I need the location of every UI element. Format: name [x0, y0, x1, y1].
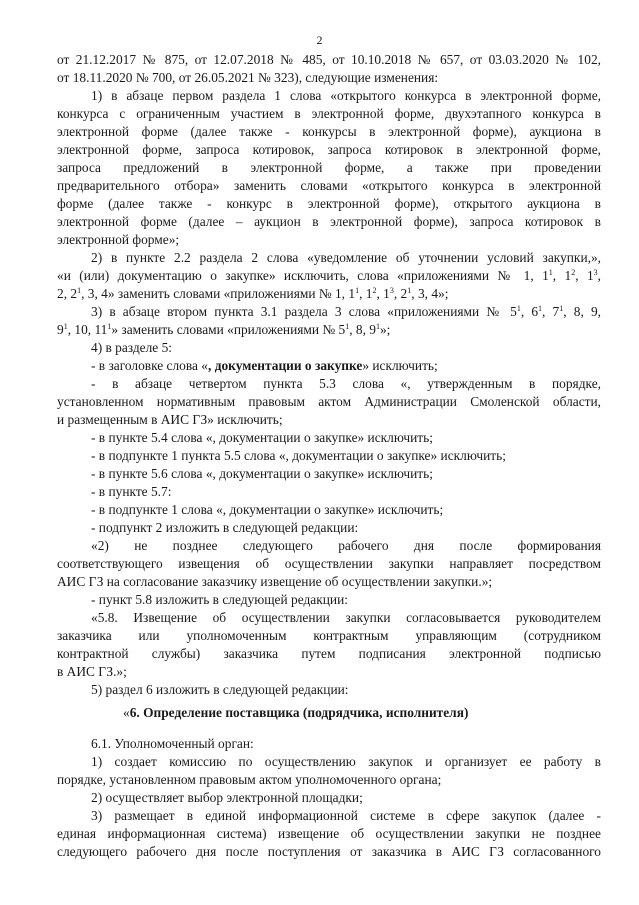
text-line: - в подпункте 1 пункта 5.5 слова «, документации о закупке» исключить; — [91, 448, 506, 463]
text-line: от 21.12.2017 № 875, от 12.07.2018 № 485, от 10.10.2018 № 657, от 03.03.2020 № 102, — [57, 52, 601, 67]
text-line: $9^1$, 10, $11^1$» заменить словами «приложениями № $5^1$, 8, $9^1$»; — [57, 322, 391, 337]
text-line: - в подпункте 1 слова «, документации о закупке» исключить; — [91, 502, 444, 517]
text-line: - в заголовке слова «, документации о закупке» исключить; — [91, 358, 438, 373]
text-line: - пункт 5.8 изложить в следующей редакции: — [91, 592, 348, 607]
text-line: установленном нормативным правовым актом Администрации Смоленской области, — [57, 394, 601, 409]
text-line: электронной форме (далее – аукцион в электронной форме), запроса котировок в — [57, 214, 601, 229]
text-line: 3) в абзаце втором пункта 3.1 раздела 3 слова «приложениями № $5^1$, $6^1$, $7^1$, 8, 9, — [91, 304, 602, 319]
text-line: 1) в абзаце первом раздела 1 слова «открытого конкурса в электронной форме, — [91, 88, 601, 103]
text-line: - в абзаце четвертом пункта 5.3 слова «, утвержденным в порядке, — [91, 376, 601, 391]
text-line: электронной форме (далее также - конкурсы в электронной форме), аукциона в — [57, 124, 601, 139]
text-line: предварительного отбора» заменить словами «открытого конкурса в электронной — [57, 178, 601, 193]
text-line: - в пункте 5.4 слова «, документации о закупке» исключить; — [91, 430, 433, 445]
text-line: в АИС ГЗ.»; — [57, 664, 127, 679]
text-line: 1) создает комиссию по осуществлению закупок и организует ее работу в — [91, 754, 601, 769]
text-line: 3) размещает в единой информационной системе в сфере закупок (далее - — [91, 808, 601, 823]
text-line: порядке, установленном правовым актом уполномоченного органа; — [57, 772, 442, 787]
text-line: - в пункте 5.7: — [91, 484, 172, 499]
text-line: 2) осуществляет выбор электронной площадки; — [91, 790, 363, 805]
text-line: 2, $2^1$, 3, 4» заменить словами «приложениями № 1, $1^1$, $1^2$, $1^3$, $2^1$, 3, 4»; — [57, 286, 449, 301]
text-line: запроса предложений в электронной форме, а также при проведении — [57, 160, 601, 175]
text-line: контрактной службы) заказчика путем подписания электронной подписью — [57, 646, 601, 661]
text-line: электронной форме»; — [57, 232, 180, 247]
text-line: «6. Определение поставщика (подрядчика, исполнителя) — [123, 705, 469, 720]
text-line: конкурса с ограниченным участием в электронной форме, двухэтапного конкурса в — [57, 106, 601, 121]
text-line: АИС ГЗ на согласование заказчику извещение об осуществлении закупки.»; — [57, 574, 493, 589]
text-line: соответствующего извещения об осуществлении закупки направляет посредством — [57, 556, 601, 571]
text-line: 4) в разделе 5: — [91, 340, 173, 355]
text-line: «5.8. Извещение об осуществлении закупки согласовывается руководителем — [91, 610, 601, 625]
text-line: 5) раздел 6 изложить в следующей редакции: — [91, 682, 349, 697]
text-line: от 18.11.2020 № 700, от 26.05.2021 № 323), следующие изменения: — [57, 70, 439, 85]
text-line: форме (далее также - конкурс в электронной форме), открытого аукциона в — [57, 196, 601, 211]
text-line: электронной форме, запроса котировок, запроса котировок в электронной форме, — [57, 142, 601, 157]
text-line: - в пункте 5.6 слова «, документации о закупке» исключить; — [91, 466, 433, 481]
text-line: «и (или) документацию о закупке» исключить, слова «приложениями № 1, $1^1$, $1^2$, $1^3$, — [57, 268, 601, 283]
text-line: единая информационная система) извещение об осуществлении закупки не позднее — [57, 826, 601, 841]
text-line: и размещенным в АИС ГЗ» исключить; — [57, 412, 283, 427]
page-number: 2 — [316, 33, 323, 47]
text-line: - подпункт 2 изложить в следующей редакции: — [91, 520, 359, 535]
text-line: «2) не позднее следующего рабочего дня после формирования — [91, 538, 601, 553]
text-line: 6.1. Уполномоченный орган: — [91, 736, 254, 751]
text-line: заказчика или уполномоченным контрактным управляющим (сотрудником — [57, 628, 601, 643]
text-line: следующего рабочего дня после поступления от заказчика в АИС ГЗ согласованного — [57, 844, 601, 859]
text-line: 2) в пункте 2.2 раздела 2 слова «уведомление об уточнении условий закупки,», — [91, 250, 601, 265]
